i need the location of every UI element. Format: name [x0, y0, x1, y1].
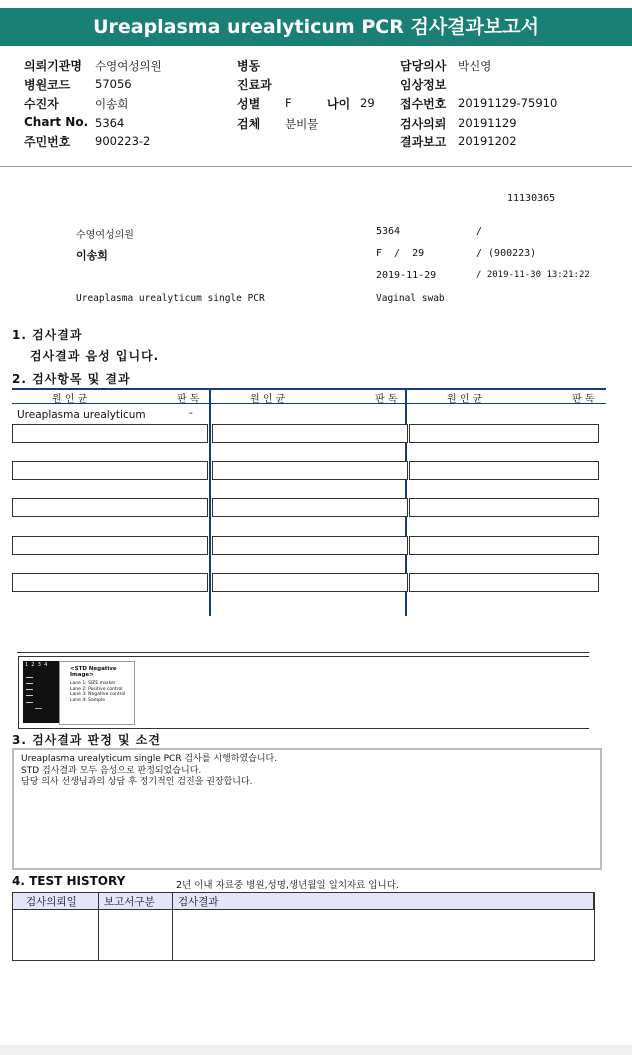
- result-cell: [12, 424, 208, 443]
- page-footer-strip: [0, 1045, 632, 1055]
- header-value: F: [285, 96, 292, 110]
- opinion-line: Ureaplasma urealyticum single PCR 검사를 시행하였습니다.: [21, 754, 278, 764]
- result-cell: [212, 461, 408, 480]
- history-col-date: 검사의뢰일: [26, 896, 77, 908]
- header-value: 박신영: [458, 59, 492, 73]
- report-code: 11130365: [507, 193, 556, 204]
- header-label: 검체: [237, 117, 261, 131]
- header-label: 병동: [237, 59, 261, 73]
- result-cell: [212, 498, 408, 517]
- header-label: 의뢰기관명: [24, 59, 82, 73]
- info-patient: 이송희: [76, 249, 108, 262]
- age-value: 29: [360, 96, 375, 110]
- header-label: 접수번호: [400, 97, 447, 111]
- header-value: 5364: [95, 116, 125, 130]
- gel-legend-line: Lane 2: Positive control: [70, 686, 123, 692]
- result-cell: [212, 536, 408, 555]
- section-2-title: 2. 검사항목 및 결과: [12, 372, 131, 386]
- result-cell: [12, 498, 208, 517]
- gel-lane-numbers: 1 2 3 4: [25, 662, 48, 668]
- section-1-title: 1. 검사결과: [12, 328, 83, 342]
- header-label: 병원코드: [24, 78, 71, 92]
- result-cell: [12, 573, 208, 592]
- section-1-result: 검사결과 음성 입니다.: [30, 349, 160, 363]
- result-cell: [12, 461, 208, 480]
- info-slash: /: [476, 226, 483, 237]
- gel-legend-line: Lane 4: Sample: [70, 697, 105, 703]
- gel-image-frame: [18, 656, 589, 729]
- results-col-judge: 판 독: [375, 394, 398, 405]
- header-label: Chart No.: [24, 115, 89, 129]
- result-cell: [409, 536, 599, 555]
- header-label: 임상정보: [400, 78, 447, 92]
- header-value: 분비물: [285, 117, 319, 131]
- gel-image: [23, 661, 59, 723]
- first-item-result: -: [189, 407, 193, 419]
- header-label: 수진자: [24, 97, 59, 111]
- info-birth: / (900223): [476, 248, 537, 259]
- result-cell: [409, 461, 599, 480]
- header-value: 57056: [95, 77, 132, 91]
- results-col-judge: 판 독: [177, 394, 200, 405]
- result-cell: [12, 536, 208, 555]
- history-table: [12, 892, 595, 961]
- header-value: 수영여성의원: [95, 59, 162, 73]
- info-test-name: Ureaplasma urealyticum single PCR: [76, 293, 265, 304]
- header-value: 20191129-75910: [458, 96, 558, 110]
- header-value: 이송희: [95, 97, 129, 111]
- header-label: 주민번호: [24, 135, 71, 149]
- results-col-header: 원 인 균: [52, 394, 88, 405]
- result-cell: [212, 573, 408, 592]
- results-col-judge: 판 독: [572, 394, 595, 405]
- opinion-line: STD 검사결과 모두 음성으로 판정되었습니다.: [21, 765, 202, 776]
- section-3-title: 3. 검사결과 판정 및 소견: [12, 733, 161, 747]
- header-label: 성별: [237, 97, 261, 111]
- header-value: 900223-2: [95, 134, 151, 148]
- header-value: 20191202: [458, 134, 517, 148]
- result-cell: [409, 498, 599, 517]
- report-title: Ureaplasma urealyticum PCR 검사결과보고서: [0, 8, 632, 46]
- result-cell: [212, 424, 408, 443]
- header-value: 20191129: [458, 116, 517, 130]
- results-col-header: 원 인 균: [447, 394, 483, 405]
- results-col-header: 원 인 균: [250, 394, 286, 405]
- info-clinic: 수영여성의원: [76, 230, 134, 241]
- section-4-title: 4. TEST HISTORY: [12, 874, 126, 888]
- header-label: 검사의뢰: [400, 117, 447, 131]
- info-sex-age: F / 29: [376, 248, 425, 259]
- first-item-name: Ureaplasma urealyticum: [17, 409, 146, 421]
- history-col-result: 검사결과: [178, 896, 219, 908]
- result-cell: [409, 573, 599, 592]
- header-label: 결과보고: [400, 135, 447, 149]
- gel-legend: [59, 661, 135, 725]
- history-note: 2년 이내 자료중 병원,성명,생년월일 일치자료 입니다.: [176, 880, 399, 891]
- history-col-type: 보고서구분: [104, 896, 155, 908]
- gel-legend-line: Lane 1: SIZE marker: [70, 681, 116, 686]
- info-date-reported: / 2019-11-30 13:21:22: [476, 270, 590, 280]
- result-cell: [409, 424, 599, 443]
- gel-heading: <STD Negative Image>: [70, 666, 117, 678]
- header-label: 담당의사: [400, 59, 447, 73]
- header-label: 진료과: [237, 78, 272, 92]
- info-date-received: 2019-11-29: [376, 270, 437, 281]
- info-specimen: Vaginal swab: [376, 293, 445, 304]
- report-header: [0, 48, 632, 167]
- age-label: 나이: [327, 97, 351, 111]
- results-table: [12, 388, 606, 616]
- opinion-box: [12, 748, 602, 870]
- info-chart: 5364: [376, 226, 401, 237]
- opinion-line: 담당 의사 선생님과의 상담 후 정기적인 검진을 권장합니다.: [21, 777, 253, 787]
- gel-legend-line: Lane 3: Negative control: [70, 692, 126, 697]
